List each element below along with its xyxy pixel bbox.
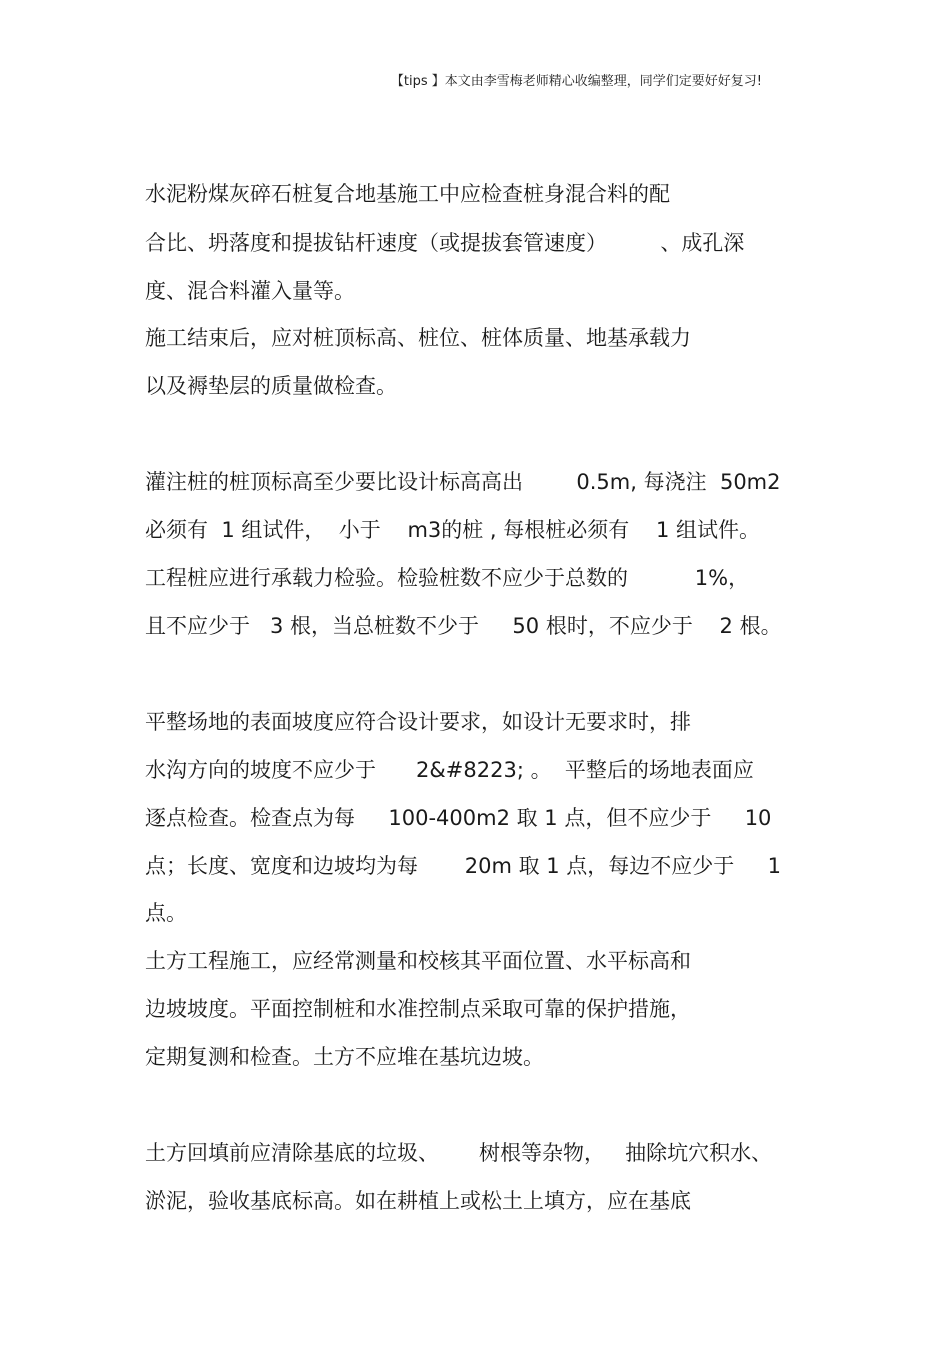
paragraph-line: 边坡坡度。平面控制桩和水准控制点采取可靠的保护措施， xyxy=(145,997,691,1021)
paragraph-line: 淤泥，验收基底标高。如在耕植上或松土上填方，应在基底 xyxy=(145,1189,691,1213)
paragraph-line: 必须有 1 组试件， 小于 m3的桩 , 每根桩必须有 1 组试件。 xyxy=(145,518,761,542)
paragraph-line: 施工结束后，应对桩顶标高、桩位、桩体质量、地基承载力 xyxy=(145,326,691,350)
header-tip: 【tips 】本文由李雪梅老师精心收编整理，同学们定要好好复习! xyxy=(390,74,762,89)
paragraph-line: 度、混合料灌入量等。 xyxy=(145,279,355,303)
paragraph-line: 逐点检查。检查点为每 100-400m2 取 1 点，但不应少于 10 xyxy=(145,806,772,830)
paragraph-line: 工程桩应进行承载力检验。检验桩数不应少于总数的 1%， xyxy=(145,566,750,590)
paragraph-line: 灌注桩的桩顶标高至少要比设计标高高出 0.5m, 每浇注 50m2 xyxy=(145,470,781,494)
paragraph-line: 且不应少于 3 根，当总桩数不少于 50 根时，不应少于 2 根。 xyxy=(145,614,782,638)
paragraph-line: 水泥粉煤灰碎石桩复合地基施工中应检查桩身混合料的配 xyxy=(145,182,670,206)
paragraph-line: 合比、坍落度和提拔钻杆速度（或提拔套管速度） 、成孔深 xyxy=(145,231,745,255)
paragraph-line: 以及褥垫层的质量做检查。 xyxy=(145,374,397,398)
paragraph-line: 土方工程施工，应经常测量和校核其平面位置、水平标高和 xyxy=(145,949,691,973)
paragraph-line: 定期复测和检查。土方不应堆在基坑边坡。 xyxy=(145,1045,544,1069)
paragraph-line: 点；长度、宽度和边坡均为每 20m 取 1 点，每边不应少于 1 xyxy=(145,854,782,878)
paragraph-line: 土方回填前应清除基底的垃圾、 树根等杂物， 抽除坑穴积水、 xyxy=(145,1141,773,1165)
paragraph-line: 平整场地的表面坡度应符合设计要求，如设计无要求时，排 xyxy=(145,710,691,734)
paragraph-line: 水沟方向的坡度不应少于 2&#8223; 。 平整后的场地表面应 xyxy=(145,758,754,782)
paragraph-line: 点。 xyxy=(145,901,187,925)
